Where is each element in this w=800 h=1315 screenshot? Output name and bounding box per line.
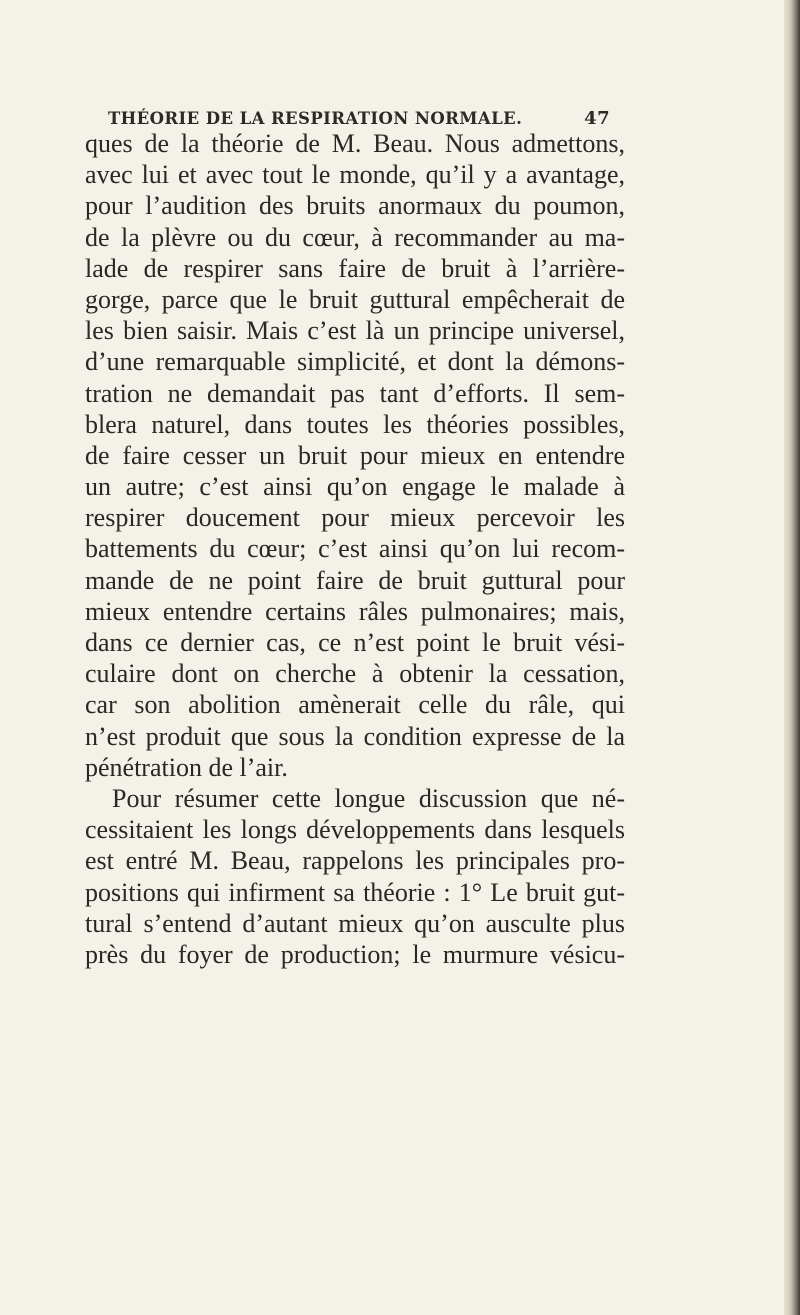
text-line: de faire cesser un bruit pour mieux en entendre [85,440,625,470]
text-line: lade de respirer sans faire de bruit à l’arrière- [85,253,625,283]
text-line: dans ce dernier cas, ce n’est point le bruit vési- [85,628,625,657]
text-line: de la plèvre ou du cœur, à recommander au ma- [85,222,625,252]
text-line: pénétration de l’air. [85,752,288,782]
text-line: pour l’audition des bruits anormaux du poumon, [85,191,625,221]
page-header [108,108,610,129]
text-line: Pour résumer cette longue discussion que né- [112,783,625,813]
text-line: respirer doucement pour mieux percevoir les [85,503,625,533]
text-line: près du foyer de production; le murmure vésicu- [85,939,625,969]
text-line: mieux entendre certains râles pulmonaires; mais, [85,596,625,626]
body-text [85,128,625,970]
text-line: n’est produit que sous la condition expresse de la [85,721,625,751]
text-line: les bien saisir. Mais c’est là un principe universel, [85,316,625,346]
text-line: positions qui infirment sa théorie : 1° Le bruit gut- [85,877,625,907]
page-number: 47 [584,108,610,129]
text-line: d’une remarquable simplicité, et dont la démons- [85,347,625,377]
text-line: un autre; c’est ainsi qu’on engage le malade à [85,472,625,502]
text-line: mande de ne point faire de bruit guttural pour [85,565,625,595]
text-line: blera naturel, dans toutes les théories possibles, [85,409,625,439]
text-line: battements du cœur; c’est ainsi qu’on lui recom- [85,534,625,564]
text-line: cessitaient les longs développements dans lesquels [85,815,625,845]
text-line: culaire dont on cherche à obtenir la cessation, [85,659,625,689]
running-title: THÉORIE DE LA RESPIRATION NORMALE. [108,109,523,128]
text-line: avec lui et avec tout le monde, qu’il y a avantage, [85,160,625,190]
text-line: tration ne demandait pas tant d’efforts. Il sem- [85,378,625,408]
text-line: tural s’entend d’autant mieux qu’on ausculte plus [85,908,625,938]
text-line: car son abolition amènerait celle du râle, qui [85,690,625,720]
page-edge-shadow [784,0,800,1315]
text-line: ques de la théorie de M. Beau. Nous admettons, [85,129,625,158]
text-line: gorge, parce que le bruit guttural empêcherait de [85,284,625,314]
text-line: est entré M. Beau, rappelons les principales pro- [85,846,625,876]
